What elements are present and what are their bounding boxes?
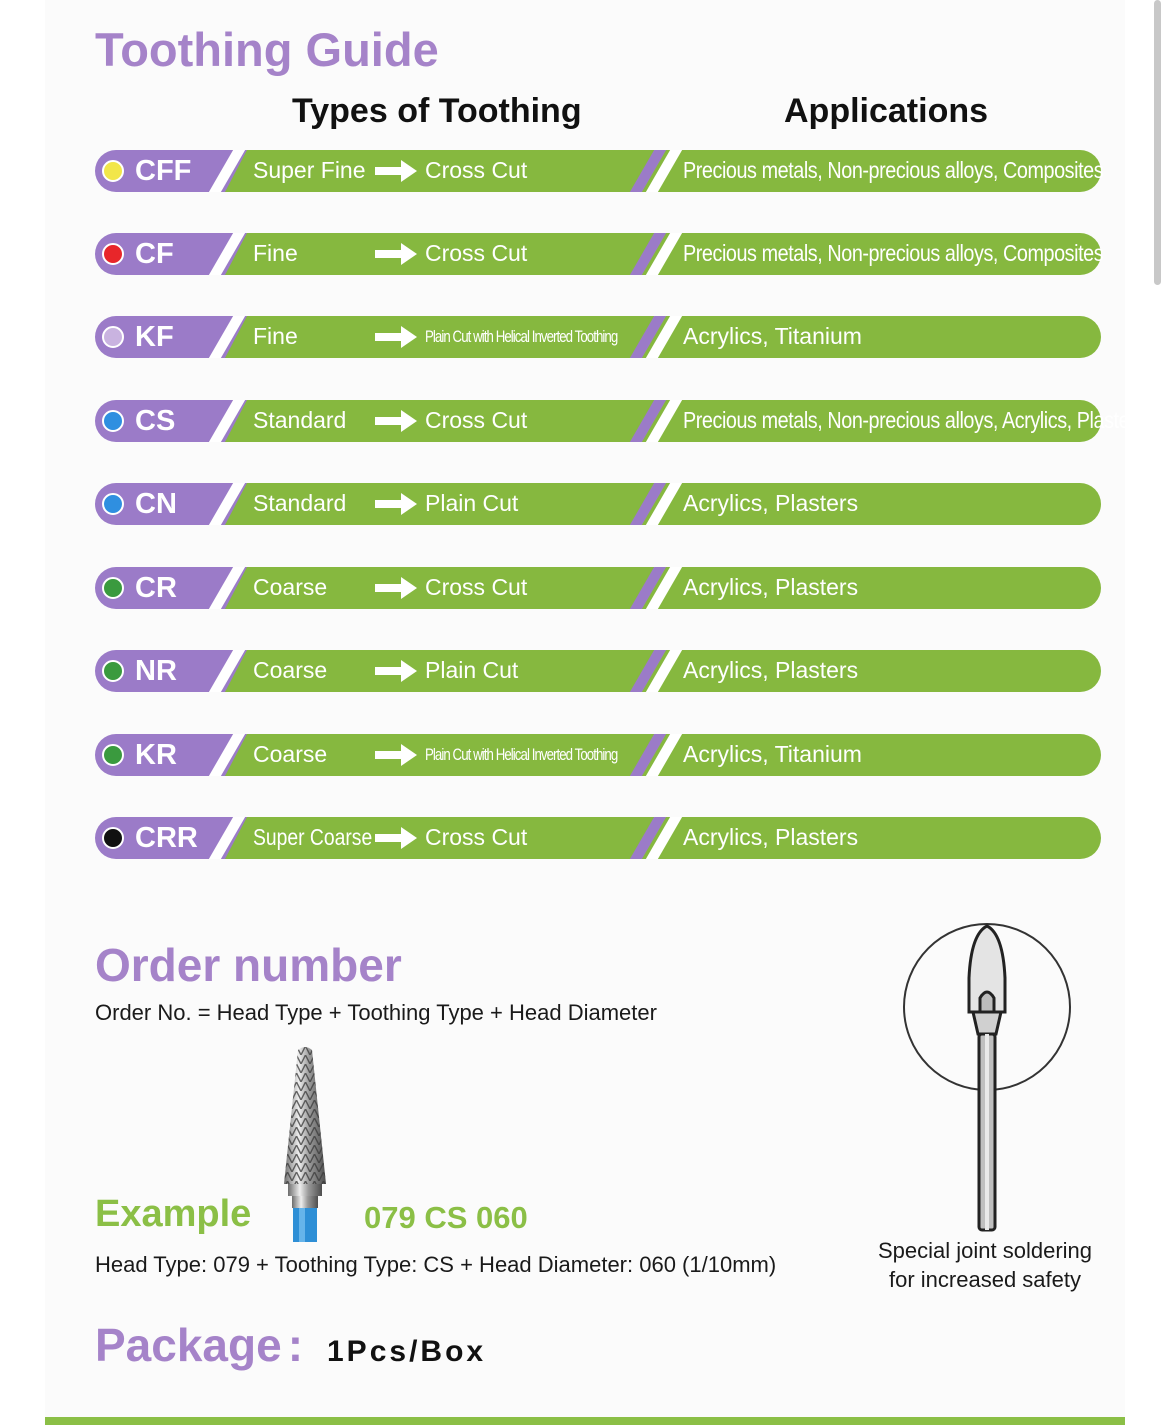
types-column-header: Types of Toothing [292,92,582,130]
package-label [95,1318,303,1372]
carbide-bur-image [274,1046,336,1244]
toothing-code: CR [135,572,177,604]
cut-type: Plain Cut with Helical Inverted Toothing [425,327,618,346]
application-text: Acrylics, Plasters [683,824,859,850]
arrow-right-icon [375,410,417,432]
package-colon: : [287,1319,304,1371]
toothing-row [95,817,1101,859]
cut-type: Cross Cut [425,407,528,433]
cut-type: Cross Cut [425,824,528,850]
arrow-right-icon [375,660,417,682]
application-text: Acrylics, Plasters [683,490,859,516]
applications-column-header: Applications [784,92,989,130]
toothing-code: NR [135,655,177,687]
toothing-code: CF [135,238,174,270]
color-code-dot [102,326,124,348]
toothing-row [95,650,1101,692]
solder-note-line2: for increased safety [889,1267,1081,1292]
example-label: Example [95,1193,252,1235]
cut-type: Cross Cut [425,574,528,600]
color-code-dot [102,243,124,265]
application-text: Acrylics, Plasters [683,574,859,600]
toothing-row [95,734,1101,776]
page-title: Toothing Guide [95,23,439,76]
cut-type: Plain Cut with Helical Inverted Toothing [425,745,618,764]
order-formula: Order No. = Head Type + Toothing Type + Head Diameter [95,1000,657,1025]
toothing-grade: Super Coarse [253,824,373,850]
cut-type: Plain Cut [425,490,519,516]
toothing-code: CS [135,405,176,437]
toothing-code: KR [135,739,177,771]
toothing-grade: Fine [253,323,298,349]
toothing-code: CRR [135,822,198,854]
toothing-grade: Coarse [253,574,328,600]
toothing-code: CN [135,488,177,520]
package-label-text: Package [95,1319,282,1371]
scrollbar-thumb[interactable] [1154,0,1161,285]
arrow-right-icon [375,243,417,265]
example-description: Head Type: 079 + Toothing Type: CS + Head Diameter: 060 (1/10mm) [95,1252,777,1277]
color-code-dot [102,160,124,182]
toothing-row [95,233,1104,275]
arrow-right-icon [375,827,417,849]
application-text: Precious metals, Non-precious alloys, Composites [683,240,1104,266]
toothing-grade: Super Fine [253,157,366,183]
color-code-dot [102,577,124,599]
toothing-grade: Coarse [253,741,328,767]
cut-type: Cross Cut [425,240,528,266]
color-code-dot [102,827,124,849]
color-code-dot [102,660,124,682]
toothing-grade: Fine [253,240,298,266]
arrow-right-icon [375,326,417,348]
example-code: 079 CS 060 [364,1200,528,1235]
application-text: Precious metals, Non-precious alloys, Composites [683,157,1104,183]
bottom-accent-bar [45,1417,1125,1425]
color-code-dot [102,744,124,766]
solder-note [860,1236,1110,1294]
application-text: Acrylics, Plasters [683,657,859,683]
order-number-title: Order number [95,939,402,991]
cut-type: Plain Cut [425,657,519,683]
toothing-grade: Standard [253,407,347,433]
toothing-code: KF [135,321,174,353]
toothing-code: CFF [135,155,192,187]
toothing-grade: Standard [253,490,347,516]
toothing-row [95,483,1101,525]
solder-note-line1: Special joint soldering [877,1238,1093,1263]
application-text: Precious metals, Non-precious alloys, Acrylics, Plasters [683,407,1145,433]
color-code-dot [102,410,124,432]
arrow-right-icon [375,744,417,766]
toothing-row [95,567,1101,609]
application-text: Acrylics, Titanium [683,741,862,767]
joint-soldering-diagram [900,918,1076,1236]
application-text: Acrylics, Titanium [683,323,862,349]
arrow-right-icon [375,493,417,515]
package-value: 1Pcs/Box [327,1335,487,1368]
arrow-right-icon [375,160,417,182]
toothing-row [95,316,1101,358]
toothing-row [95,400,1145,442]
toothing-grade: Coarse [253,657,328,683]
cut-type: Cross Cut [425,157,528,183]
color-code-dot [102,493,124,515]
toothing-row [95,150,1104,192]
arrow-right-icon [375,577,417,599]
